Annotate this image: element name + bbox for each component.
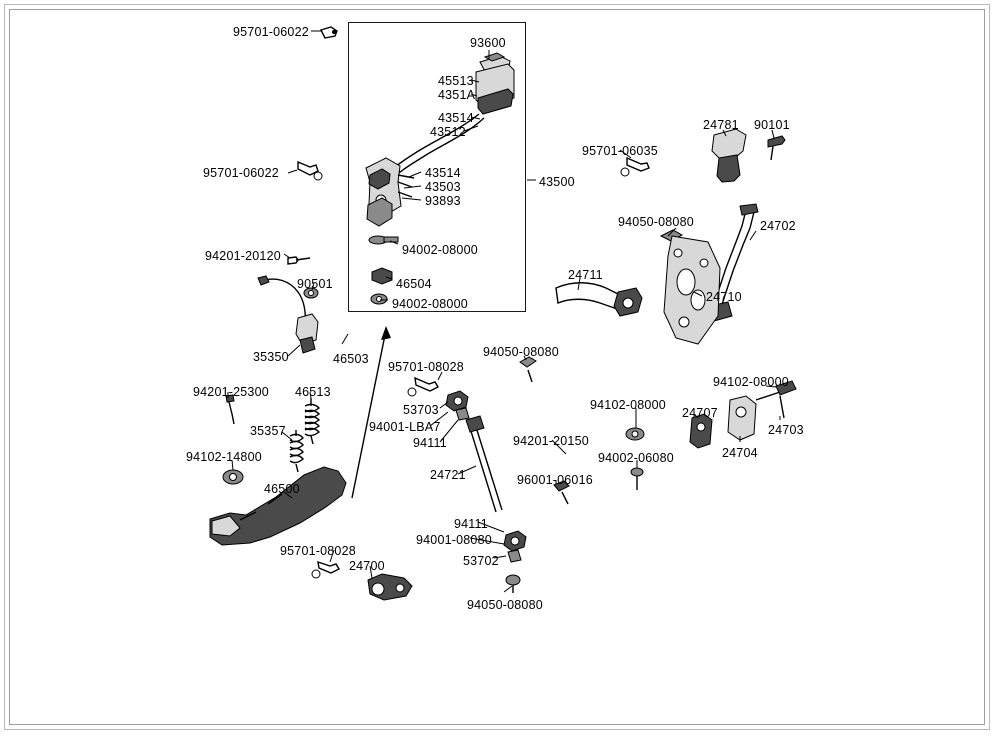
part-label-94001-LBA7: 94001-LBA7 [369, 420, 441, 434]
part-label-94111-lower: 94111 [454, 517, 488, 531]
part-label-94102-08000-center: 94102-08000 [590, 398, 666, 412]
part-label-94201-25300: 94201-25300 [193, 385, 269, 399]
part-label-95701-06035: 95701-06035 [582, 144, 658, 158]
part-label-24703: 24703 [768, 423, 804, 437]
part-label-95701-06022-left: 95701-06022 [203, 166, 279, 180]
part-label-95701-06022-top: 95701-06022 [233, 25, 309, 39]
part-label-24700: 24700 [349, 559, 385, 573]
part-label-24707: 24707 [682, 406, 718, 420]
part-label-45513: 45513 [438, 74, 474, 88]
part-label-90101: 90101 [754, 118, 790, 132]
part-label-94050-08080-lower: 94050-08080 [467, 598, 543, 612]
part-label-95701-08028-mid: 95701-08028 [388, 360, 464, 374]
part-label-24702: 24702 [760, 219, 796, 233]
part-label-94050-08080-upper: 94050-08080 [618, 215, 694, 229]
part-label-95701-08028-lower: 95701-08028 [280, 544, 356, 558]
part-label-46500: 46500 [264, 482, 300, 496]
part-label-4351A: 4351A [438, 88, 476, 102]
part-label-94002-08000-upper: 94002-08000 [402, 243, 478, 257]
part-label-43500: 43500 [539, 175, 575, 189]
part-label-43514-upper: 43514 [438, 111, 474, 125]
part-label-94102-08000-right: 94102-08000 [713, 375, 789, 389]
part-label-43512: 43512 [430, 125, 466, 139]
part-label-24704: 24704 [722, 446, 758, 460]
part-label-90501: 90501 [297, 277, 333, 291]
part-label-24710: 24710 [706, 290, 742, 304]
part-label-35350: 35350 [253, 350, 289, 364]
part-label-94201-20120: 94201-20120 [205, 249, 281, 263]
part-label-94102-14800: 94102-14800 [186, 450, 262, 464]
part-label-46513: 46513 [295, 385, 331, 399]
part-label-24711: 24711 [568, 268, 603, 282]
part-label-24721: 24721 [430, 468, 466, 482]
part-label-94001-08080: 94001-08080 [416, 533, 492, 547]
part-label-93600: 93600 [470, 36, 506, 50]
part-label-24781: 24781 [703, 118, 739, 132]
part-label-94111-upper: 94111 [413, 436, 447, 450]
part-label-53703: 53703 [403, 403, 439, 417]
part-label-35357: 35357 [250, 424, 286, 438]
part-label-43514-lower: 43514 [425, 166, 461, 180]
part-label-46504: 46504 [396, 277, 432, 291]
part-label-43503: 43503 [425, 180, 461, 194]
part-label-94201-20150: 94201-20150 [513, 434, 589, 448]
part-label-94050-08080-mid: 94050-08080 [483, 345, 559, 359]
part-label-46503: 46503 [333, 352, 369, 366]
part-label-94002-08000-lower: 94002-08000 [392, 297, 468, 311]
part-label-93893: 93893 [425, 194, 461, 208]
part-label-94002-06080: 94002-06080 [598, 451, 674, 465]
part-label-96001-06016: 96001-06016 [517, 473, 593, 487]
part-label-53702: 53702 [463, 554, 499, 568]
